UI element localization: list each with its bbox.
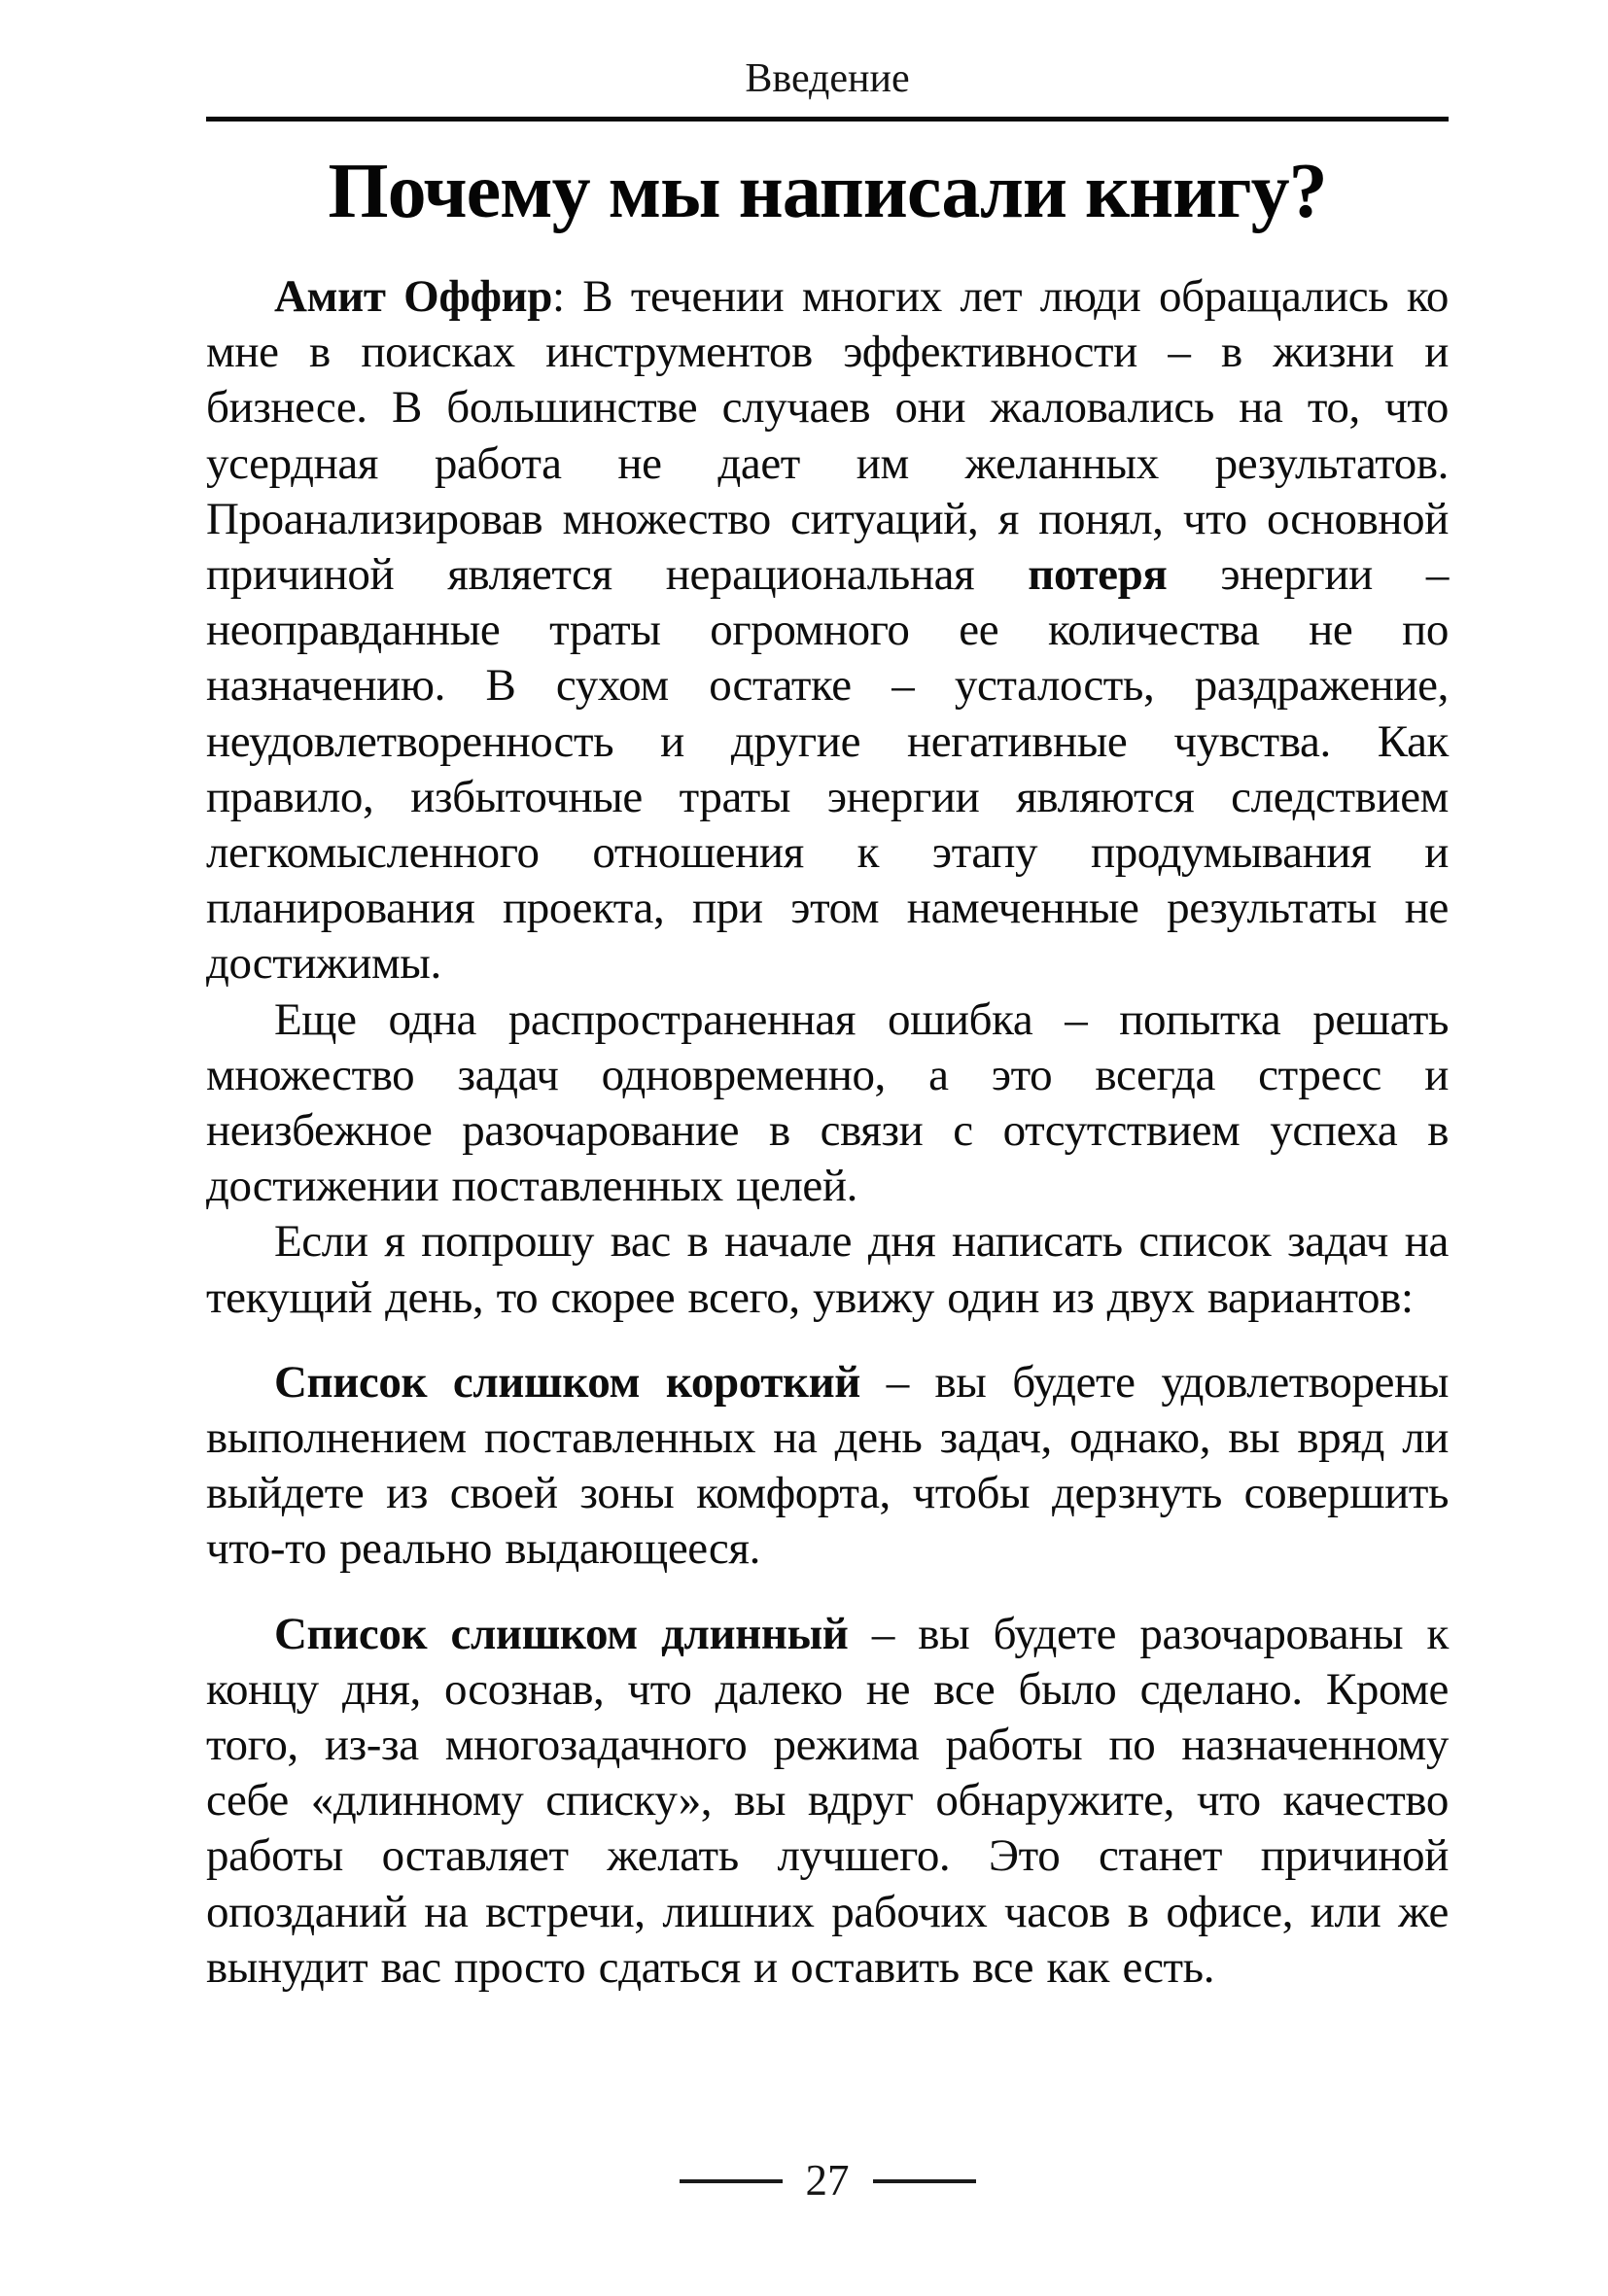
paragraph-long-list: Список слишком длинный – вы будете разочарованы к концу дня, осознав, что далеко не все было сделано. Кроме того, из-за многозадачного режима работы по назначенному себе «длинному списку», вы вдруг обнаружите, что качество работы оставляет желать лучшего. Это станет причиной опозданий на встречи, лишних рабочих часов в офисе, или же вынудит вас просто сдаться и оставить все как есть. bbox=[206, 1608, 1449, 1993]
chapter-title: Почему мы написали книгу? bbox=[328, 149, 1327, 234]
running-header: Введение bbox=[745, 56, 910, 101]
paragraph-two-variants: Если я попрошу вас в начале дня написать список задач на текущий день, то скорее всего, увижу один из двух вариантов: bbox=[206, 1216, 1449, 1323]
page-number: 27 bbox=[805, 2156, 850, 2205]
footer-rule-left bbox=[680, 2179, 783, 2183]
body-text bbox=[206, 269, 1449, 1996]
paragraph-short-list: Список слишком короткий – вы будете удовлетворены выполнением поставленных на день задач, однако, вы вряд ли выйдете из своей зоны комфорта, чтобы дерзнуть совершить что-то реально выдающееся. bbox=[206, 1356, 1449, 1575]
header-rule bbox=[206, 117, 1449, 122]
footer-rule-right bbox=[873, 2179, 976, 2183]
paragraph-common-mistake: Еще одна распространенная ошибка – попытка решать множество задач одновременно, а это всегда стресс и неизбежное разочарование в связи с отсутствием успеха в достижении поставленных целей. bbox=[206, 993, 1449, 1212]
page-footer bbox=[206, 2156, 1449, 2205]
paragraph-intro-author: Амит Оффир: В течении многих лет люди обращались ко мне в поисках инструментов эффективности – в жизни и бизнесе. В большинстве случаев они жаловались на то, что усердная работа не дает им желанных результатов. Проанализировав множество ситуаций, я понял, что основной причиной является нерациональная потеря энергии – неоправданные траты огромного ее количества не по назначению. В сухом остатке – усталость, раздражение, неудовлетворенность и другие негативные чувства. Как правило, избыточные траты энергии являются следствием легкомысленного отношения к этапу продумывания и планирования проекта, при этом намеченные результаты не достижимы. bbox=[206, 271, 1449, 990]
page-content bbox=[206, 0, 1449, 2296]
